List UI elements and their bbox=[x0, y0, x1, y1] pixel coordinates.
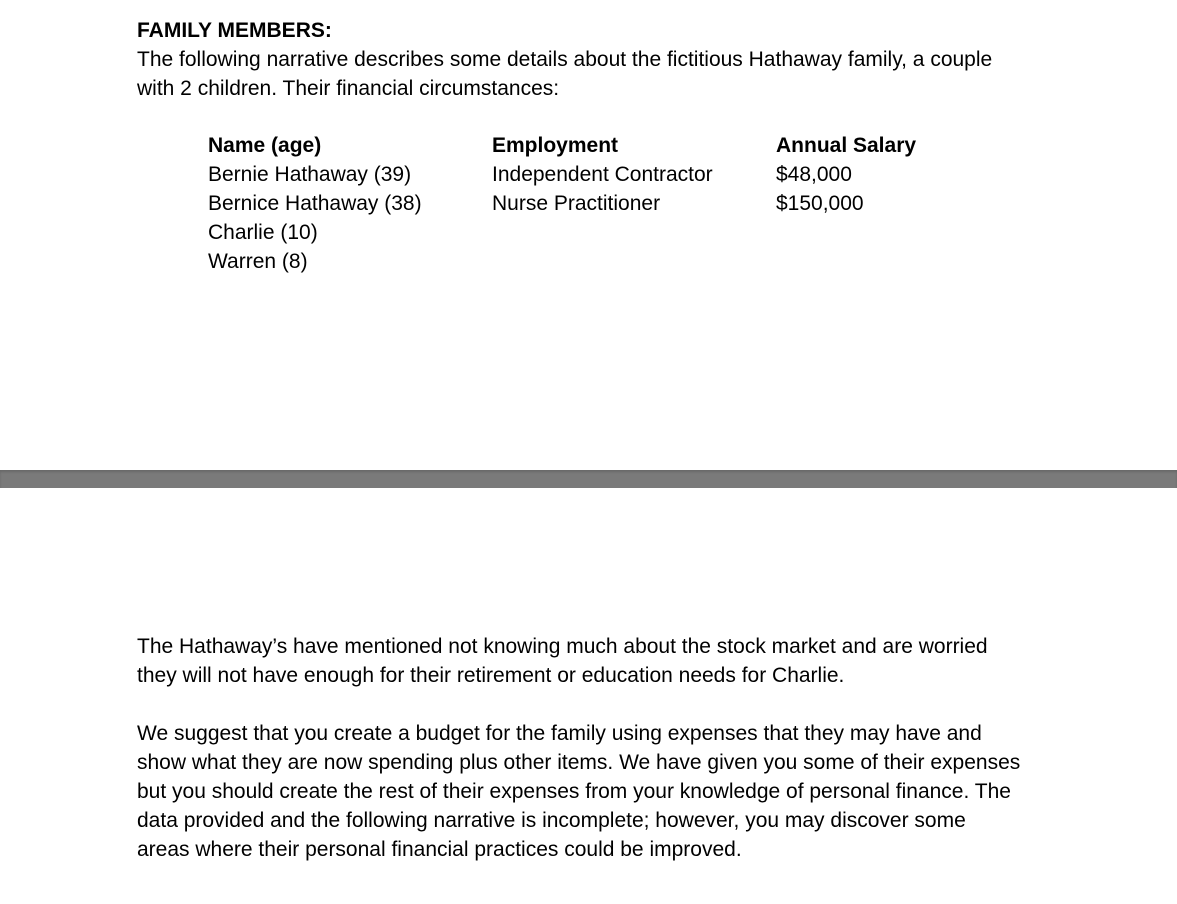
name-column bbox=[208, 131, 422, 276]
intro-line: with 2 children. Their financial circumstances: bbox=[137, 77, 560, 100]
paragraph-line: We suggest that you create a budget for the family using expenses that they may have and bbox=[137, 722, 982, 745]
paragraph-line: data provided and the following narrative is incomplete; however, you may discover some bbox=[137, 809, 966, 832]
intro-paragraph bbox=[137, 45, 1067, 103]
table-cell-employment: Nurse Practitioner bbox=[492, 192, 661, 215]
concern-paragraph bbox=[137, 632, 1067, 690]
name-column-header: Name (age) bbox=[208, 134, 322, 157]
table-cell-name: Bernice Hathaway (38) bbox=[208, 192, 422, 215]
table-cell-salary: $48,000 bbox=[776, 163, 852, 186]
salary-column bbox=[776, 131, 916, 218]
paragraph-line: areas where their personal financial practices could be improved. bbox=[137, 838, 742, 861]
table-cell-employment: Independent Contractor bbox=[492, 163, 713, 186]
salary-column-header: Annual Salary bbox=[776, 134, 917, 157]
table-cell-salary: $150,000 bbox=[776, 192, 864, 215]
paragraph-line: show what they are now spending plus other items. We have given you some of their expenses bbox=[137, 751, 1021, 774]
page-separator bbox=[0, 470, 1177, 488]
table-cell-name: Charlie (10) bbox=[208, 221, 318, 244]
table-cell-name: Bernie Hathaway (39) bbox=[208, 163, 412, 186]
paragraph-line: The Hathaway’s have mentioned not knowing much about the stock market and are worried bbox=[137, 635, 988, 658]
employment-column bbox=[492, 131, 713, 218]
employment-column-header: Employment bbox=[492, 134, 619, 157]
intro-line: The following narrative describes some details about the fictitious Hathaway family, a couple bbox=[137, 48, 993, 71]
table-cell-name: Warren (8) bbox=[208, 250, 308, 273]
section-heading: FAMILY MEMBERS: bbox=[137, 19, 332, 42]
document-page-2 bbox=[0, 488, 1177, 904]
paragraph-line: they will not have enough for their retirement or education needs for Charlie. bbox=[137, 664, 845, 687]
paragraph-line: but you should create the rest of their expenses from your knowledge of personal finance. The bbox=[137, 780, 1011, 803]
budget-instructions-paragraph bbox=[137, 719, 1077, 864]
